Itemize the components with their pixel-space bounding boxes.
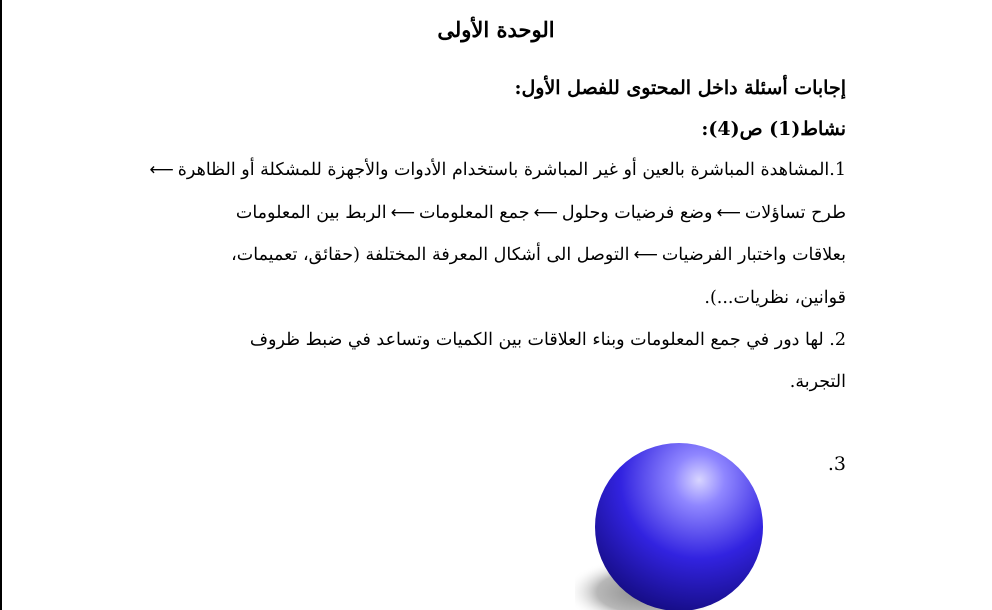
- item1-line1-text: 1.المشاهدة المباشرة بالعين أو غير المباشرة باستخدام الأدوات والأجهزة للمشكلة أو الظاهرة: [177, 160, 846, 180]
- item3-number: 3.: [827, 453, 846, 475]
- arrow-icon: ⟵: [633, 245, 658, 265]
- item1-line4: قوانين، نظريات...).: [704, 288, 846, 308]
- item1-line1: [145, 160, 846, 180]
- activity-heading: نشاط(1) ص(4):: [701, 118, 846, 140]
- page-left-border: [0, 0, 2, 610]
- arrow-icon: ⟵: [533, 203, 558, 223]
- step-link: الربط بين المعلومات: [235, 203, 387, 223]
- arrow-icon: ⟵: [149, 160, 174, 180]
- sphere-body: [595, 443, 763, 610]
- blue-sphere-image: [575, 442, 775, 610]
- item2-line1: 2. لها دور في جمع المعلومات وبناء العلاقات بين الكميات وتساعد في ضبط ظروف: [249, 330, 846, 350]
- step-collect: جمع المعلومات: [418, 203, 530, 223]
- arrow-icon: ⟵: [390, 203, 415, 223]
- arrow-icon: ⟵: [716, 203, 741, 223]
- step-hypotheses: وضع فرضيات وحلول: [561, 203, 713, 223]
- unit-title: الوحدة الأولى: [437, 17, 555, 42]
- item1-line3: [231, 245, 846, 265]
- sphere-svg: [575, 442, 775, 610]
- step-knowledge: التوصل الى أشكال المعرفة المختلفة (حقائق، تعميمات،: [231, 245, 630, 265]
- step-question: طرح تساؤلات: [744, 203, 846, 223]
- item1-line2: [236, 203, 846, 223]
- answers-heading: إجابات أسئلة داخل المحتوى للفصل الأول:: [514, 77, 846, 99]
- item2-line2: التجربة.: [789, 372, 846, 392]
- step-test: بعلاقات واختبار الفرضيات: [661, 245, 846, 265]
